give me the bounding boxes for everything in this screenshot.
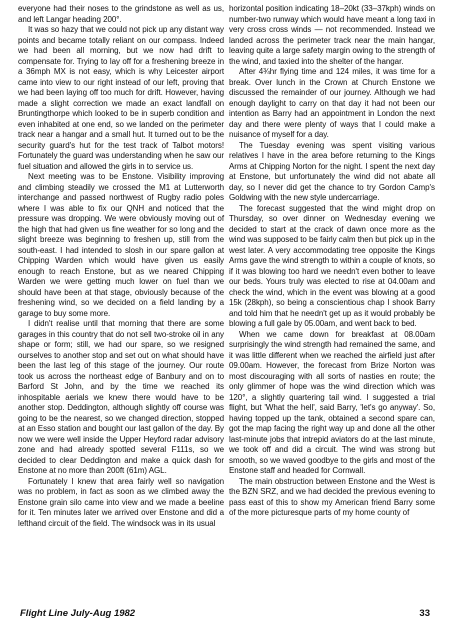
paragraph: After 4¾hr flying time and 124 miles, it was time for a break. Over lunch in the Crown at Church Enstone we discussed the remainder of our journey. Although we had enough daylight to carry on that day it had not been our intention as Barry had an appointment in London the next day and there were plenty of ways that I could make a nuisance of myself for a day. (229, 67, 435, 139)
paragraph: Fortunately I knew that area fairly well so navigation was no problem, in fact as soon as we climbed away the Enstone grain silo came into view and we made a beeline for it. Ten minutes later we arrived over Enstone and did a lefthand circuit of the field. The windsock was in its usual (18, 476, 224, 528)
paragraph: horizontal position indicating 18–20kt (33–37kph) winds on number-two runway which would have meant a long taxi in very cross cross winds — not recommended. Instead we landed across the perimeter track near the main hangar, leaving quite a large safety margin owing to the strength of the wind, and taxied into the shelter of the hangar. (229, 4, 435, 66)
paragraph: It was so hazy that we could not pick up any distant way points and became totally reliant on our compass. Indeed we had been all morning, but we now had drift to compensate for. Trying to lay off for a freshening breeze in a 36mph MX is not easy, which is why Leicester airport came into view to our right instead of our left, proving that we had been laying off too much for drift. However, having made a slight correction we made an exact landfall on Bruntingthorpe which looked to be in superb condition and even inhabited at one end, so we landed on the perimeter track near a hangar and a small hut. It turned out to be the security guard's hut for the test track of Talbot motors! Fortunately the guard was understanding when he saw our fuel situation and allowed the girls in to service us. (18, 25, 224, 171)
article-column-left (18, 4, 224, 529)
page-footer (0, 608, 450, 624)
paragraph: When we came down for breakfast at 08.00am surprisingly the wind strength had remained the same, and it was little different when we reached the airfield just after 09.00am. However, the forecast from Brize Norton was most discouraging with all sorts of nasties en route; the only glimmer of hope was the wind direction which was 120°, a slightly quartering tail wind. I suggested a trial flight, but 'What the hell', said Barry, 'let's go anyway'. So, having topped up the tank, obtained a second spare can, got the map facing the right way up and done all the other last-minute jobs that intrepid aviators do at the last minute, we took off and did a circuit. The wind was strong but smooth, so we waved goodbye to the girls and most of the Enstone staff and headed for Cornwall. (229, 329, 435, 475)
paragraph: I didn't realise until that morning that there are some garages in this country that do not sell two-stroke oil in any shape or form; still, we had our spare, so we resigned ourselves to another stop and set out on what should have been the last leg of this stage of the journey. Our route took us across the northeast edge of Banbury and on to Barford St John, and by the time we reached its inhospitable aerials we knew there would have to be another stop. Deddington, although slightly off course was going to be the nearest, so we changed direction, stopped at an Esso station and bought our last gallon of the day. By now we were well inside the Upper Heyford radar advisory zone and had already spotted several F111s, so we decided to clear Deddington and make a quick dash for Enstone at no more than 200ft (61m) AGL. (18, 319, 224, 475)
paragraph: The forecast suggested that the wind might drop on Thursday, so over dinner on Wednesday evening we decided to start at the crack of dawn once more as the wind was supposed to be fairly calm then but pick up in the west later. A very accommodating tree opposite the Kings Arms gave the wind strength to within a couple of knots, so if it was blowing too hard we needn't even bother to leave our beds. Yours truly was elected to rise at 04.00am and check the wind, which in the event was blowing at a good 15k (28kph), so being a conscientious chap I shook Barry and told him that he needn't get up as it would probably be blowing a full gale by 05.00am, and went back to bed. (229, 203, 435, 328)
paragraph: everyone had their noses to the grindstone as well as us, and left Langar heading 200°. (18, 4, 224, 24)
paragraph: Next meeting was to be Enstone. Visibility improving and climbing steadily we crossed the M1 at Lutterworth interchange and passed northwest of Rugby radio poles where I was able to fix our QNH and noticed that the pressure was dropping. We were obviously moving out of the high that had given us fine weather for so long and the slight breeze was beginning to freshen up, still from the south-east. I had intended to slosh in our spare gallon at Chipping Warden which would have given us easily enough to reach Enstone, but as we neared Chipping Warden we were getting much lower on fuel than we should have been at that stage, obviously because of the freshening wind, so we decided on a field landing by a garage to buy some more. (18, 172, 224, 318)
publication-credit: Flight Line July-Aug 1982 (20, 608, 136, 619)
paragraph: The main obstruction between Enstone and the West is the BZN SRZ, and we had decided the previous evening to pass east of this to show my American friend Barry some of the more picturesque parts of my home county of (229, 476, 435, 517)
page-number: 33 (419, 608, 430, 619)
article-column-right (229, 4, 435, 519)
paragraph: The Tuesday evening was spent visiting various relatives I have in the area before returning to the Kings Arms at Chipping Norton for the night. I spent the next day at Enstone, but unfortunately the wind did not abate all day, so I never did get the chance to try Gordon Camp's Goldwing with the new style undercarriage. (229, 140, 435, 202)
